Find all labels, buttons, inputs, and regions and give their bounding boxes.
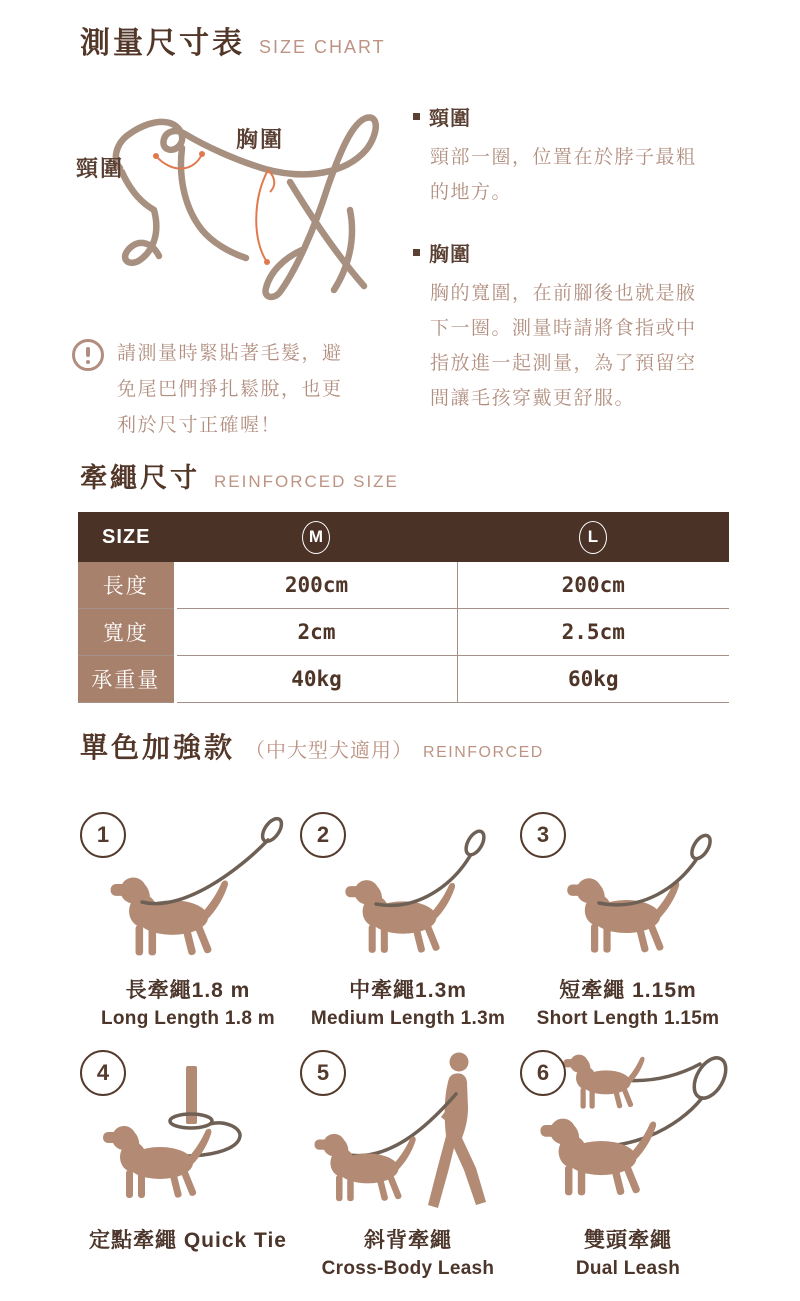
item-number-badge: 2 [300,812,346,858]
size-column-header: SIZE [78,512,175,562]
width-m-value: 2cm [175,609,457,656]
variant-item-long-leash [78,806,298,1030]
size-l-header [457,512,729,562]
table-row [78,656,729,703]
load-m-value: 40kg [175,656,457,703]
item-caption-zh: 斜背牽繩 [364,1229,452,1252]
variant-grid-row-1 [78,806,738,1030]
measuring-tip-text: 請測量時緊貼著毛髮，避免尾巴們掙扎鬆脫，也更利於尺寸正確喔！ [117,343,343,436]
item-caption-zh: 雙頭牽繩 [584,1229,672,1252]
measuring-tip-note [72,336,359,444]
item-caption-en: Medium Length 1.3m [310,1008,506,1029]
variant-item-short-leash [518,806,738,1030]
variant-title-en: REINFORCED [423,744,544,761]
table-row [78,562,729,609]
variant-section-heading [80,726,544,766]
size-m-header [175,512,457,562]
item-number-badge: 6 [520,1050,566,1096]
item-number-badge: 1 [80,812,126,858]
size-m-badge: M [302,521,330,554]
table-header-row [78,512,729,562]
exclamation-icon [72,339,104,371]
leash-title-zh: 牽繩尺寸 [80,463,200,493]
item-caption-zh: 短牽繩 1.15m [559,979,697,1002]
dog-lineart-illustration [60,90,400,320]
measure-bullet-list [413,102,733,416]
load-l-value: 60kg [457,656,729,703]
length-m-value: 200cm [175,562,457,609]
variant-item-cross-body-leash [298,1044,518,1280]
neck-bullet-title: 頸圍 [413,102,733,131]
leash-title-en: REINFORCED SIZE [214,472,399,491]
chest-girth-label: 胸圍 [236,127,285,152]
width-l-value: 2.5cm [457,609,729,656]
measure-section-heading [80,18,386,62]
neck-girth-label: 頸圍 [76,156,125,181]
item-caption-en: Dual Leash [575,1258,681,1279]
variant-grid-row-2 [78,1044,738,1280]
item-caption-zh: 中牽繩1.3m [349,979,467,1002]
length-l-value: 200cm [457,562,729,609]
chest-bullet-title: 胸圍 [413,238,733,267]
item-number-badge: 5 [300,1050,346,1096]
item-number-badge: 4 [80,1050,126,1096]
leash-size-table [78,512,729,703]
variant-item-quick-tie [78,1044,298,1280]
variant-title-zh: 單色加強款 [80,732,236,763]
neck-bullet-body: 頸部一圈，位置在於脖子最粗的地方。 [430,147,697,203]
variant-item-medium-leash [298,806,518,1030]
item-caption-en: Cross-Body Leash [321,1258,495,1279]
leash-section-heading [80,456,399,495]
length-row-label: 長度 [78,562,175,609]
load-row-label: 承重量 [78,656,175,703]
table-row [78,609,729,656]
item-caption-zh: 定點牽繩 Quick Tie [89,1229,287,1252]
width-row-label: 寬度 [78,609,175,656]
measure-title-zh: 測量尺寸表 [80,27,245,60]
measure-title-en: SIZE CHART [259,37,386,57]
item-caption-en: Short Length 1.15m [536,1008,720,1029]
chest-bullet-body: 胸的寬圍，在前腳後也就是腋下一圈。測量時請將食指或中指放進一起測量，為了預留空間讓毛孩穿戴更舒服。 [430,283,697,409]
variant-title-note: （中大型犬適用） [245,740,414,762]
variant-item-dual-leash [518,1044,738,1280]
item-number-badge: 3 [520,812,566,858]
item-caption-zh: 長牽繩1.8 m [125,979,251,1002]
item-caption-en: Long Length 1.8 m [101,1008,275,1029]
size-l-badge: L [579,521,607,554]
